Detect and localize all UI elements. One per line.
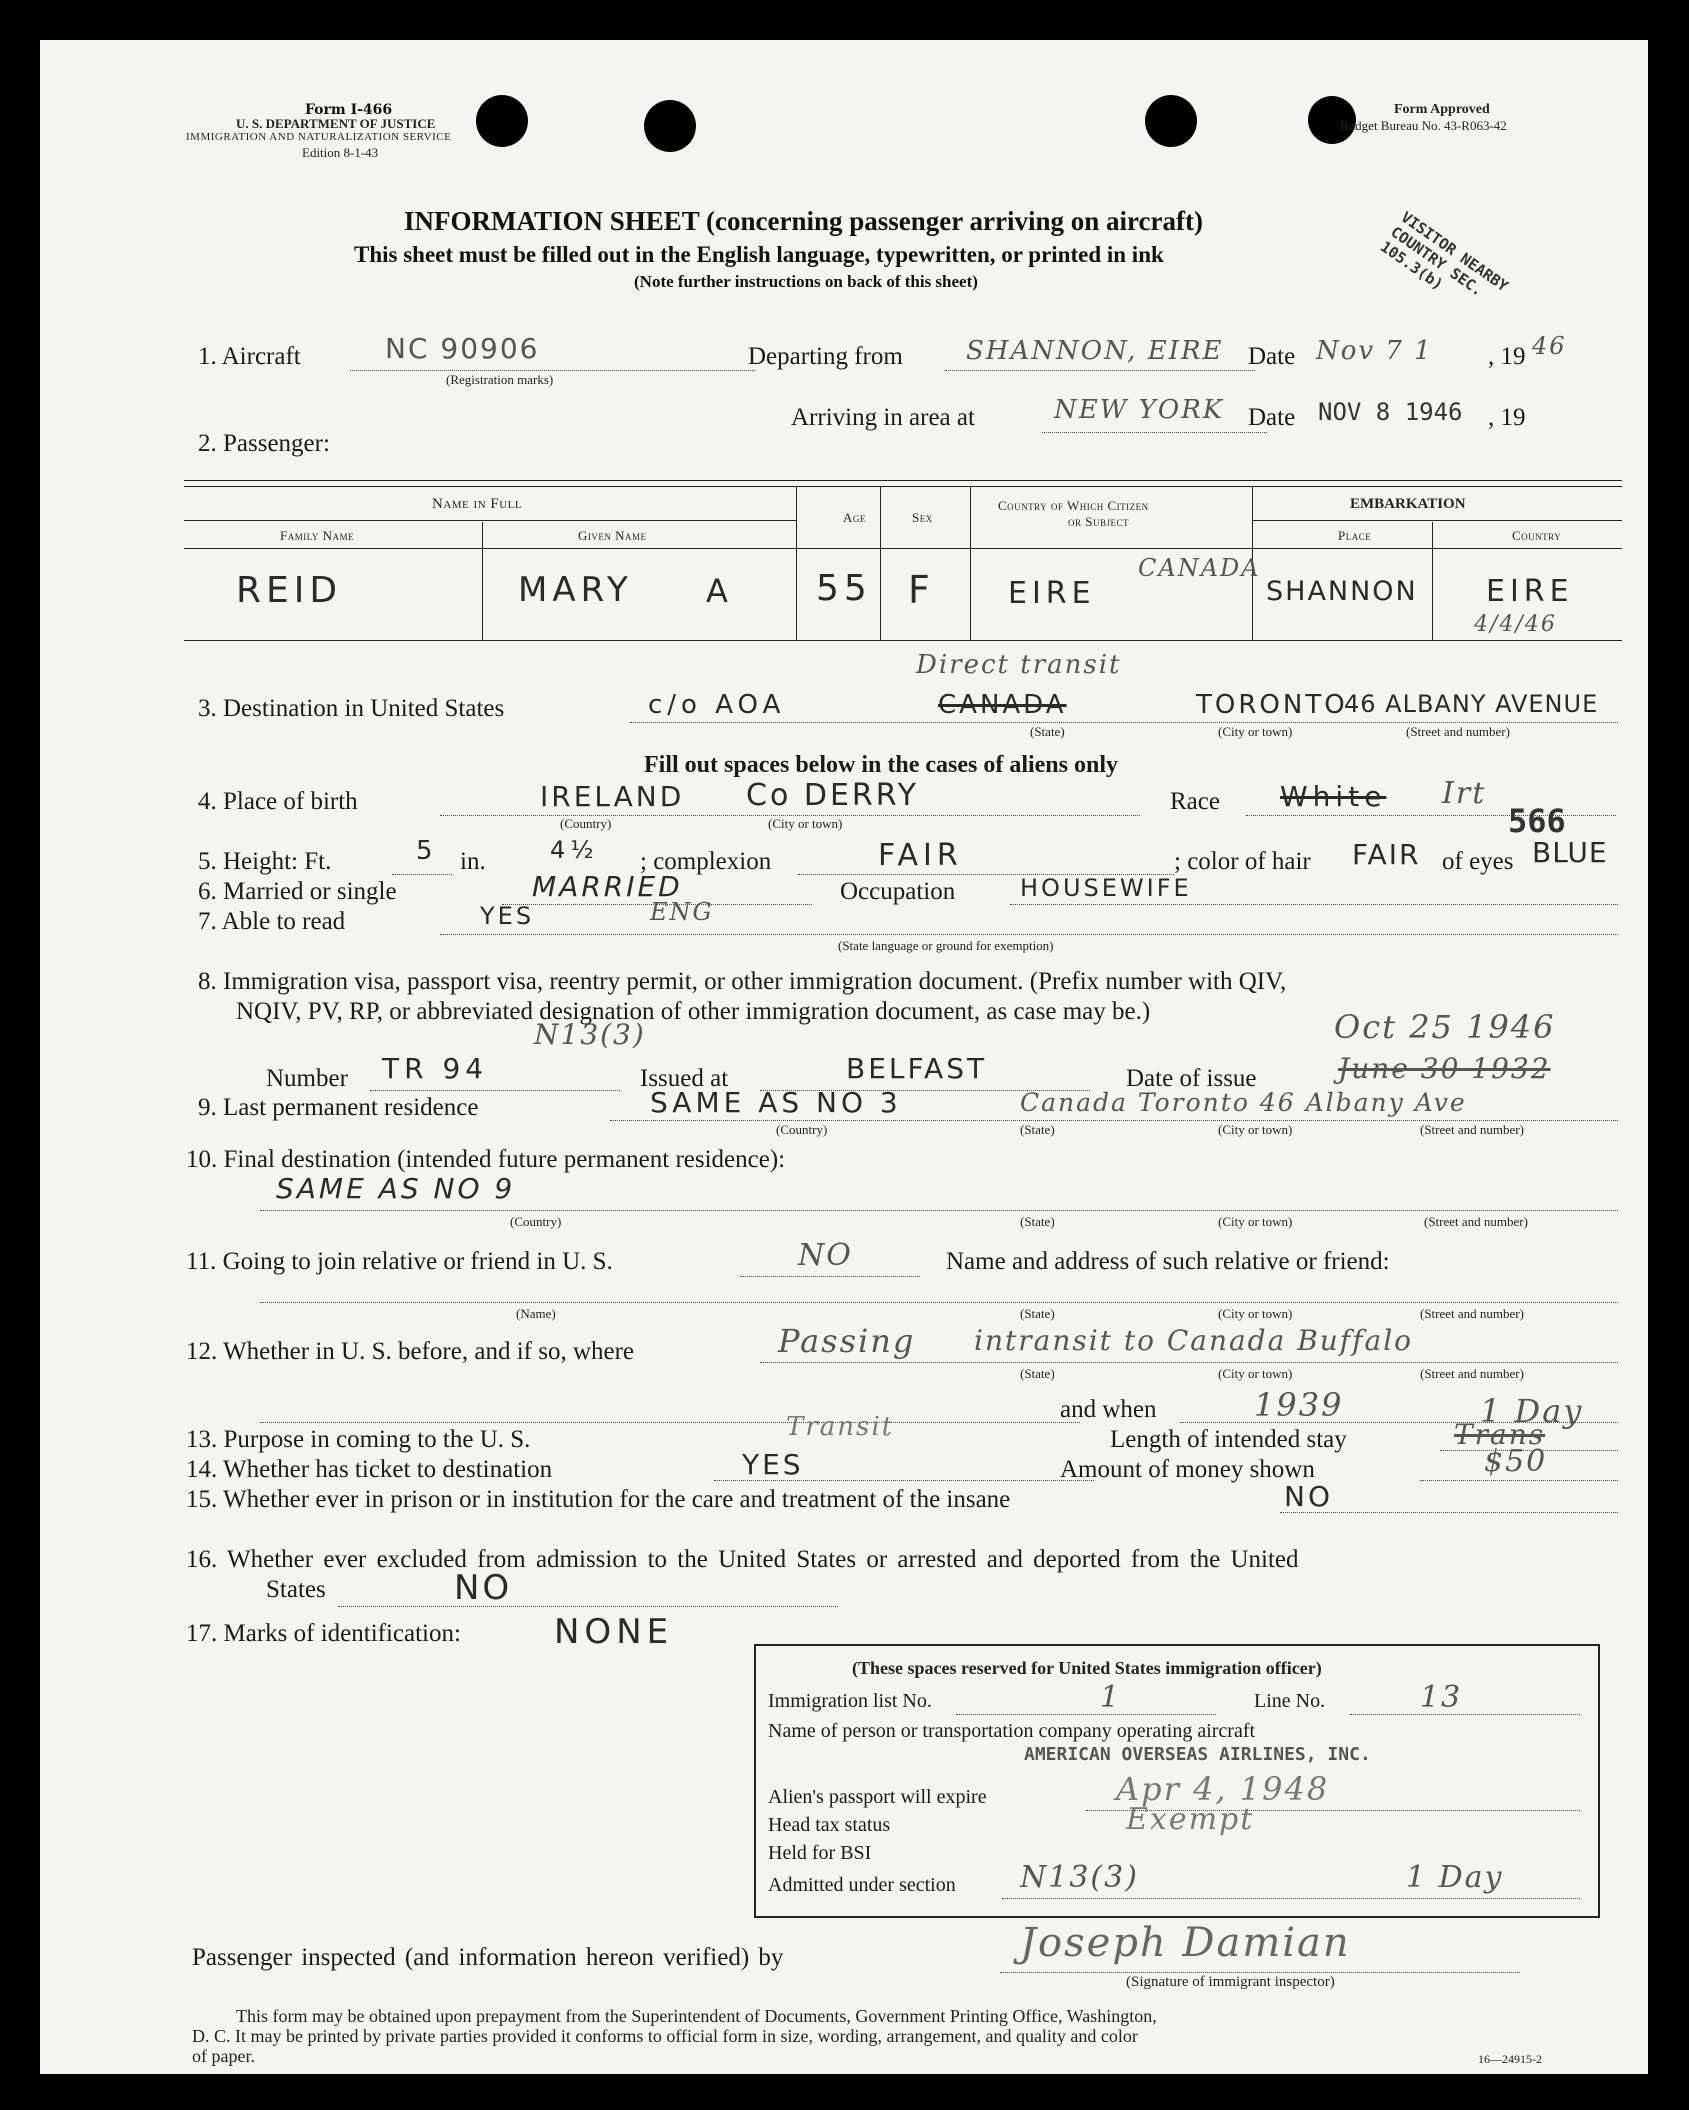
issued-value: BELFAST — [846, 1052, 988, 1085]
stay-value: Trans — [1454, 1418, 1546, 1451]
sex-value: F — [908, 568, 935, 612]
money-value: $50 — [1484, 1444, 1548, 1479]
ticket-line — [714, 1480, 1094, 1481]
family-name-header: Family Name — [280, 528, 354, 543]
age-header: Age — [843, 510, 866, 525]
destination-cap-city: (City or town) — [1218, 724, 1293, 739]
final-cap-street: (Street and number) — [1424, 1214, 1528, 1229]
col-div-4 — [970, 486, 971, 640]
service-name: IMMIGRATION AND NATURALIZATION SERVICE — [186, 131, 452, 143]
passport-expire-value: Apr 4, 1948 — [1116, 1770, 1330, 1808]
residence-cap-state: (State) — [1020, 1122, 1055, 1137]
stay-label: Length of intended stay — [1110, 1426, 1347, 1453]
ticket-label: 14. Whether has ticket to destination — [186, 1456, 553, 1483]
immigration-list-value: 1 — [1100, 1680, 1122, 1715]
height-in-label: in. — [460, 848, 486, 875]
before-value: Passing — [778, 1322, 916, 1360]
birth-country: IRELAND — [540, 780, 685, 813]
punch-hole-left — [476, 95, 528, 147]
form-number: Form I-466 — [305, 102, 393, 118]
when-label: and when — [1060, 1396, 1157, 1423]
document-line-1: 8. Immigration visa, passport visa, reentry permit, or other immigration document. (Prefix number with QIV, — [198, 968, 1287, 995]
document-new-date: Oct 25 1946 — [1334, 1008, 1556, 1046]
aircraft-label: 1. Aircraft — [198, 343, 301, 370]
department: U. S. DEPARTMENT OF JUSTICE — [236, 116, 436, 131]
ticket-value: YES — [742, 1448, 804, 1481]
issue-date-struck: June 30 1932 — [1338, 1052, 1551, 1085]
destination-state: CANADA — [938, 690, 1067, 720]
read-value: YES — [480, 902, 535, 930]
height-label: 5. Height: Ft. — [198, 848, 332, 875]
join-name-line — [260, 1302, 1618, 1303]
aircraft-line — [350, 370, 755, 371]
document-line-2: NQIV, PV, RP, or abbreviated designation of other immigration document, as case may be.) — [236, 998, 1151, 1025]
prison-line — [1280, 1512, 1618, 1513]
complexion-label: ; complexion — [640, 848, 772, 875]
final-cap-city: (City or town) — [1218, 1214, 1293, 1229]
eyes-value: BLUE — [1532, 836, 1608, 869]
before-hand: intransit to Canada Buffalo — [974, 1324, 1414, 1357]
section-label: Admitted under section — [768, 1874, 956, 1896]
before-cap-street: (Street and number) — [1420, 1366, 1524, 1381]
read-caption: (State language or ground for exemption) — [838, 938, 1054, 953]
race-value: Irt — [1442, 776, 1487, 811]
family-name-value: REID — [236, 570, 343, 611]
destination-line — [630, 722, 1618, 723]
form-page — [40, 40, 1648, 2074]
departing-label: Departing from — [748, 343, 903, 370]
given-name-value: MARY — [518, 570, 633, 610]
company-label: Name of person or transportation company operating aircraft — [768, 1720, 1256, 1742]
occupation-value: HOUSEWIFE — [1020, 874, 1192, 902]
col-div-1 — [482, 522, 483, 640]
issued-label: Issued at — [640, 1065, 729, 1092]
place-header: Place — [1338, 528, 1372, 543]
destination-note: Direct transit — [916, 650, 1122, 680]
date-value: Nov 7 1 — [1316, 336, 1433, 366]
country-header: Country — [1512, 528, 1562, 543]
residence-value: SAME AS NO 3 — [650, 1086, 902, 1119]
final-destination-label: 10. Final destination (intended future permanent residence): — [186, 1146, 786, 1173]
date-year-value: 46 — [1532, 332, 1567, 360]
line-no-line — [1350, 1714, 1580, 1715]
before-line — [760, 1362, 1618, 1363]
prison-label: 15. Whether ever in prison or in institution for the care and treatment of the insane — [186, 1486, 1011, 1513]
punch-hole-right — [1145, 95, 1197, 147]
birth-cap-country: (Country) — [560, 816, 612, 831]
signature-caption: (Signature of immigrant inspector) — [1126, 1974, 1335, 1990]
document-number-value: TR 94 — [382, 1052, 489, 1085]
signature-line — [1000, 1972, 1520, 1973]
edition: Edition 8-1-43 — [302, 145, 379, 160]
arriving-line — [1042, 432, 1267, 433]
money-label: Amount of money shown — [1060, 1456, 1315, 1483]
arriving-value: NEW YORK — [1054, 395, 1225, 425]
form-approved: Form Approved — [1394, 102, 1490, 117]
height-in: 4½ — [550, 836, 599, 864]
when-line — [1180, 1422, 1618, 1423]
date2-stamp: NOV 8 1946 — [1318, 398, 1463, 426]
country-citizen-header: Country of Which Citizen — [998, 498, 1149, 513]
head-tax-label: Head tax status — [768, 1814, 891, 1836]
budget-bureau: Budget Bureau No. 43-R063-42 — [1340, 118, 1507, 133]
table-bottom — [184, 640, 1622, 641]
marks-value: NONE — [554, 1612, 674, 1652]
birthplace-label: 4. Place of birth — [198, 788, 358, 815]
aliens-note: Fill out spaces below in the cases of aliens only — [644, 752, 1119, 778]
officer-box-title: (These spaces reserved for United States immigration officer) — [852, 1658, 1322, 1678]
immigration-list-label: Immigration list No. — [768, 1690, 932, 1712]
issue-date-label: Date of issue — [1126, 1065, 1257, 1092]
table-top-line-2 — [184, 486, 1622, 487]
officer-box — [754, 1644, 1600, 1918]
form-subtitle: This sheet must be filled out in the English language, typewritten, or printed in ink — [354, 242, 1164, 267]
join-cap-name: (Name) — [516, 1306, 556, 1321]
citizen-value: EIRE — [1008, 576, 1096, 611]
aircraft-registration: NC 90906 — [385, 332, 540, 365]
bsi-label: Held for BSI — [768, 1842, 872, 1864]
complexion-value: FAIR — [878, 838, 963, 873]
line-no-label: Line No. — [1254, 1690, 1326, 1712]
when-days: 1 Day — [1480, 1392, 1584, 1430]
departing-value: SHANNON, EIRE — [966, 336, 1224, 366]
race-struck: White — [1280, 780, 1387, 813]
age-value: 55 — [816, 568, 872, 609]
or-subject-header: or Subject — [1068, 514, 1129, 529]
punch-hole-middle — [644, 100, 696, 152]
hair-value: FAIR — [1352, 838, 1421, 871]
destination-label: 3. Destination in United States — [198, 695, 505, 722]
marital-label: 6. Married or single — [198, 878, 397, 905]
before-label: 12. Whether in U. S. before, and if so, where — [186, 1338, 635, 1365]
birth-city: Co DERRY — [746, 778, 919, 813]
section-line — [1002, 1898, 1580, 1899]
race-label: Race — [1170, 788, 1220, 815]
birth-cap-city: (City or town) — [768, 816, 843, 831]
occupation-line — [1010, 904, 1618, 905]
line-no-value: 13 — [1420, 1680, 1463, 1715]
read-lang: ENG — [650, 898, 714, 926]
height-ft: 5 — [416, 836, 438, 866]
inspector-signature: Joseph Damian — [1020, 1920, 1351, 1966]
passport-expire-label: Alien's passport will expire — [768, 1786, 987, 1808]
name-in-full-header: Name in Full — [432, 496, 523, 512]
footer-line-1: This form may be obtained upon prepayment from the Superintendent of Documents, Government Printing Office, Washington, — [236, 2006, 1157, 2026]
footer-line-2: D. C. It may be printed by private parties provided it conforms to official form in size, wording, arrangement, and quality and color — [192, 2026, 1138, 2046]
purpose-label: 13. Purpose in coming to the U. S. — [186, 1426, 531, 1453]
excluded-value: NO — [454, 1568, 513, 1608]
company-value: AMERICAN OVERSEAS AIRLINES, INC. — [1024, 1744, 1371, 1765]
read-label: 7. Able to read — [198, 908, 346, 935]
aircraft-caption: (Registration marks) — [446, 372, 554, 387]
form-title: INFORMATION SHEET (concerning passenger arriving on aircraft) — [404, 206, 1203, 236]
final-cap-state: (State) — [1020, 1214, 1055, 1229]
residence-hand: Canada Toronto 46 Albany Ave — [1020, 1088, 1467, 1117]
excluded-label-2: States — [266, 1576, 326, 1603]
col-div-2 — [796, 486, 797, 640]
excluded-label: 16. Whether ever excluded from admission to the United States or arrested and deported from the United — [186, 1546, 1299, 1573]
visitor-stamp: VISITOR NEARBY COUNTRY SEC. 105.3(b) — [1377, 208, 1512, 300]
embarkation-rule — [1252, 520, 1622, 521]
sex-header: Sex — [912, 510, 933, 525]
embarkation-header: EMBARKATION — [1350, 496, 1466, 512]
join-cap-city: (City or town) — [1218, 1306, 1293, 1321]
embark-date-note: 4/4/46 — [1474, 612, 1557, 637]
name-header-rule — [184, 520, 796, 521]
join-cap-state: (State) — [1020, 1306, 1055, 1321]
footer-code: 16—24915-2 — [1478, 2052, 1542, 2066]
join-label: 11. Going to join relative or friend in U. S. — [186, 1248, 613, 1275]
occupation-label: Occupation — [840, 878, 956, 905]
table-top-line-1 — [184, 480, 1622, 481]
section-days: 1 Day — [1406, 1860, 1504, 1895]
citizen-alt-value: CANADA — [1138, 554, 1261, 582]
when-value: 1939 — [1254, 1386, 1344, 1424]
money-line — [1420, 1480, 1618, 1481]
eyes-label: of eyes — [1442, 848, 1514, 875]
embark-place-value: SHANNON — [1266, 576, 1418, 607]
given-name-header: Given Name — [578, 528, 647, 543]
prison-value: NO — [1284, 1480, 1333, 1513]
col-div-6 — [1432, 522, 1433, 640]
destination-cap-street: (Street and number) — [1406, 724, 1510, 739]
date2-year-prefix: , 19 — [1488, 404, 1526, 431]
final-destination-line — [260, 1210, 1618, 1211]
document-number-line — [370, 1090, 620, 1091]
given-initial-value: A — [706, 572, 733, 610]
head-tax-value: Exempt — [1126, 1802, 1255, 1837]
departing-line — [945, 370, 1255, 371]
section-value: N13(3) — [1020, 1860, 1139, 1895]
marital-value: MARRIED — [532, 870, 683, 903]
destination-co: c/o AOA — [648, 690, 786, 720]
destination-city: TORONTO — [1196, 690, 1348, 720]
join-name-label: Name and address of such relative or friend: — [946, 1248, 1390, 1275]
marks-label: 17. Marks of identification: — [186, 1620, 461, 1647]
embark-country-value: EIRE — [1486, 574, 1574, 609]
final-cap-country: (Country) — [510, 1214, 562, 1229]
form-note: (Note further instructions on back of this sheet) — [634, 272, 978, 291]
purpose-value: Transit — [786, 1412, 895, 1442]
residence-cap-city: (City or town) — [1218, 1122, 1293, 1137]
residence-cap-street: (Street and number) — [1420, 1122, 1524, 1137]
hair-label: ; color of hair — [1174, 848, 1311, 875]
inspected-label: Passenger inspected (and information hereon verified) by — [192, 1944, 784, 1971]
immigration-list-line — [956, 1714, 1216, 1715]
join-line — [740, 1276, 920, 1277]
date-label: Date — [1248, 343, 1296, 370]
date2-label: Date — [1248, 404, 1296, 431]
join-value: NO — [798, 1238, 853, 1273]
residence-label: 9. Last permanent residence — [198, 1094, 479, 1121]
passenger-label: 2. Passenger: — [198, 430, 330, 457]
destination-cap-state: (State) — [1030, 724, 1065, 739]
height-ft-line — [392, 874, 452, 875]
date-year-prefix: , 19 — [1488, 343, 1526, 370]
col-div-3 — [880, 486, 881, 640]
footer-line-3: of paper. — [192, 2046, 255, 2066]
residence-line — [610, 1120, 1618, 1121]
destination-street: 46 ALBANY AVENUE — [1344, 690, 1599, 718]
before-line-2 — [260, 1422, 1080, 1423]
document-number-label: Number — [266, 1065, 348, 1092]
table-header-bottom — [184, 548, 1622, 549]
final-destination-value: SAME AS NO 9 — [276, 1172, 516, 1205]
arriving-label: Arriving in area at — [791, 404, 975, 431]
join-cap-street: (Street and number) — [1420, 1306, 1524, 1321]
race-code: 566 — [1508, 802, 1566, 840]
document-annotation: N13(3) — [534, 1018, 646, 1051]
excluded-line — [338, 1606, 838, 1607]
residence-cap-country: (Country) — [776, 1122, 828, 1137]
read-line — [440, 934, 1618, 935]
before-cap-state: (State) — [1020, 1366, 1055, 1381]
before-cap-city: (City or town) — [1218, 1366, 1293, 1381]
